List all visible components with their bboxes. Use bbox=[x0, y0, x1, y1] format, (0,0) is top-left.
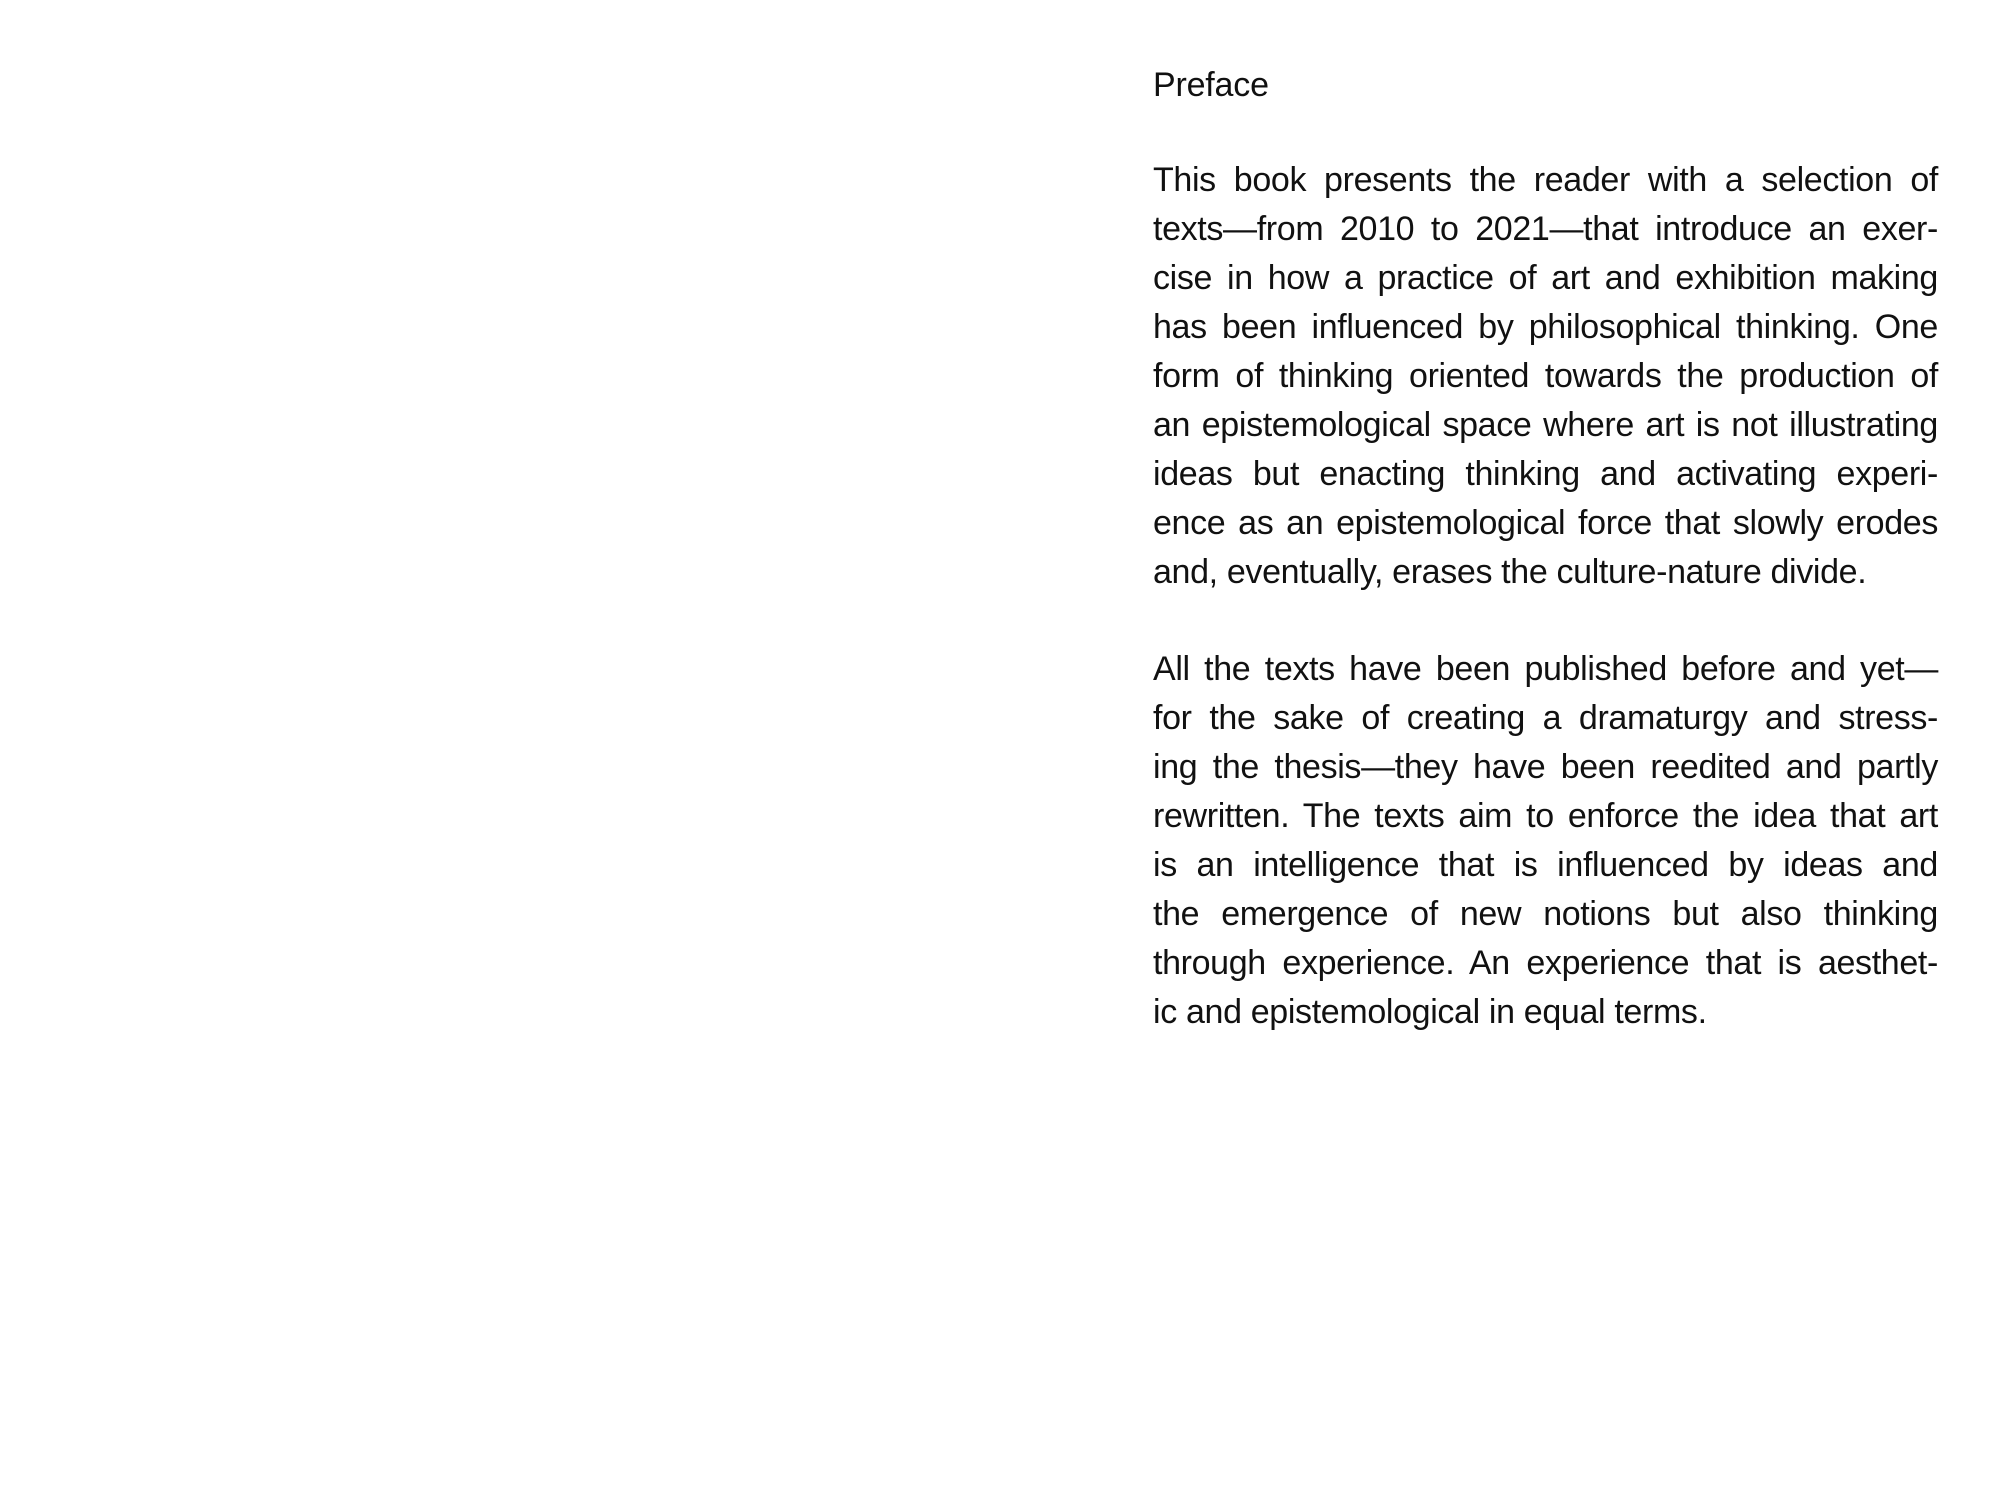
page-title: Preface bbox=[1153, 66, 1269, 104]
text-line: ic and epistemological in equal terms. bbox=[1153, 993, 1707, 1031]
text-line: has been influenced by philosophical thinking. One bbox=[1153, 308, 1938, 346]
text-line: an epistemological space where art is not illustrating bbox=[1153, 406, 1938, 444]
text-line: is an intelligence that is influenced by ideas and bbox=[1153, 846, 1938, 884]
text-line: This book presents the reader with a selection of bbox=[1153, 161, 1938, 199]
text-line: cise in how a practice of art and exhibition making bbox=[1153, 259, 1938, 297]
text-line: All the texts have been published before and yet— bbox=[1153, 650, 1938, 688]
right-page bbox=[1000, 0, 2000, 1500]
text-line: through experience. An experience that is aesthet- bbox=[1153, 944, 1938, 982]
text-line: ence as an epistemological force that slowly erodes bbox=[1153, 504, 1938, 542]
paragraph-1 bbox=[1153, 156, 1938, 597]
text-line: rewritten. The texts aim to enforce the idea that art bbox=[1153, 797, 1938, 835]
text-line: ing the thesis—they have been reedited and partly bbox=[1153, 748, 1938, 786]
text-line: and, eventually, erases the culture-nature divide. bbox=[1153, 553, 1867, 591]
text-line: form of thinking oriented towards the production of bbox=[1153, 357, 1938, 395]
text-line: ideas but enacting thinking and activating experi- bbox=[1153, 455, 1938, 493]
text-column bbox=[1153, 61, 1938, 1085]
text-line: the emergence of new notions but also thinking bbox=[1153, 895, 1938, 933]
text-line: for the sake of creating a dramaturgy and stress- bbox=[1153, 699, 1938, 737]
text-line: texts—from 2010 to 2021—that introduce an exer- bbox=[1153, 210, 1938, 248]
paragraph-2 bbox=[1153, 645, 1938, 1037]
